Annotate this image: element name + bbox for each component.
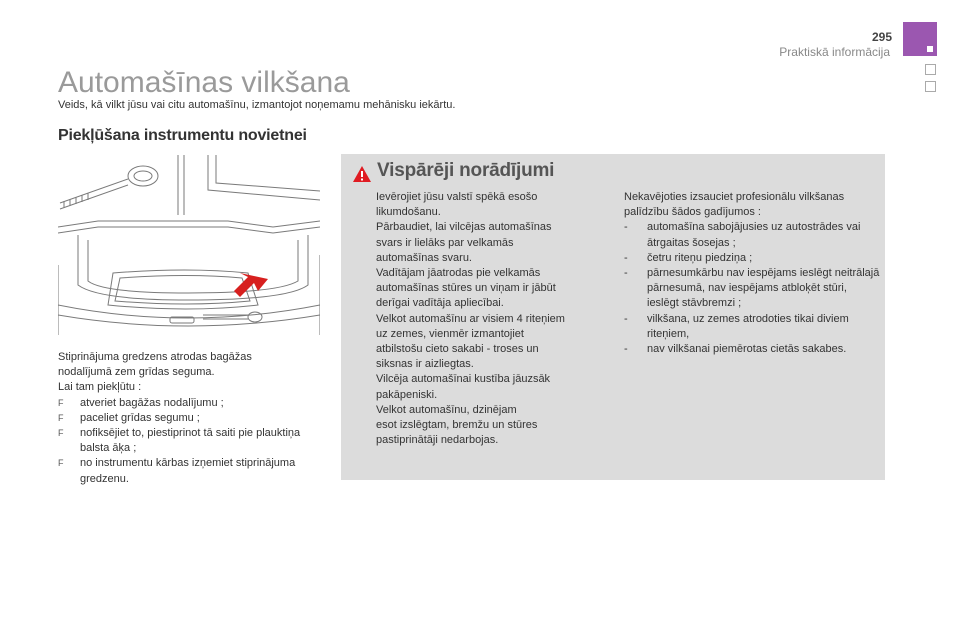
dash-bullet: -	[624, 267, 628, 280]
text-line: Velkot automašīnu ar visiem 4 riteņiem	[376, 312, 565, 325]
tow-cases-list	[624, 220, 880, 357]
intro-line-2: nodalījumā zem grīdas seguma.	[58, 366, 215, 379]
tab-square-icon	[927, 46, 933, 52]
dash-bullet: -	[624, 251, 628, 264]
text-line: uz zemes, vienmēr izmantojiet	[376, 327, 524, 340]
list-item: - vilkšana, uz zemes atrodoties tikai diviem riteņiem,	[624, 312, 849, 340]
panel-title: Vispārēji norādījumi	[377, 160, 555, 181]
bullet-icon: F	[58, 458, 64, 469]
text-line: esot izslēgtam, bremžu un stūres	[376, 419, 538, 432]
towing-eye-icon	[60, 166, 158, 209]
dash-bullet: -	[624, 312, 628, 325]
text-line: siksnas ir aizliegtas.	[376, 358, 474, 371]
dash-bullet: -	[624, 343, 628, 356]
text-line: atbilstošu cieto sakabi - troses un	[376, 343, 539, 356]
list-item: - četru riteņu piedziņa ;	[624, 251, 880, 266]
trunk-drawing	[58, 155, 320, 335]
trunk-illustration	[58, 155, 320, 335]
list-item: - pārnesumkārbu nav iespējams ieslēgt neitrālajā pārnesumā, nav iespējams atbloķēt stūri, ieslēgt stāvbremzi ;	[624, 267, 880, 310]
left-instructions	[58, 350, 328, 487]
text-line: Vilcēja automašīnai kustība jāuzsāk	[376, 373, 551, 386]
text-line: palīdzību šādos gadījumos :	[624, 206, 761, 219]
text-line: pastiprinātāji nedarbojas.	[376, 434, 499, 447]
list-item: F paceliet grīdas segumu ;	[58, 411, 328, 426]
list-item: F atveriet bagāžas nodalījumu ;	[58, 396, 328, 411]
text-line: svars ir lielāks par velkamās	[376, 236, 514, 249]
intro-line-1: Stiprinājuma gredzens atrodas bagāžas	[58, 351, 252, 363]
text-line: automašīnas stūres un viņam ir jābūt	[376, 282, 556, 295]
dash-bullet: -	[624, 221, 628, 234]
tab-box-empty-2	[925, 81, 936, 92]
text-line: Nekavējoties izsauciet profesionālu vilkšanas	[624, 191, 845, 203]
text-line: Pārbaudiet, lai vilcējas automašīnas	[376, 221, 552, 234]
list-item: - automašīna sabojājusies uz autostrādes vai ātrgaitas šosejas ;	[624, 221, 861, 249]
text-line: Ievērojiet jūsu valstī spēkā esošo	[376, 191, 538, 203]
section-heading: Piekļūšana instrumentu novietnei	[58, 127, 307, 144]
bullet-icon: F	[58, 412, 64, 423]
intro-line-3: Lai tam piekļūtu :	[58, 381, 142, 394]
warning-icon	[352, 165, 372, 183]
list-item: - nav vilkšanai piemērotas cietās sakabes.	[624, 342, 880, 357]
section-tab	[903, 22, 937, 56]
red-arrow-icon	[234, 273, 268, 297]
text-line: Vadītājam jāatrodas pie velkamās	[376, 267, 541, 280]
text-line: Velkot automašīnu, dzinējam	[376, 403, 517, 416]
page-number: 295	[871, 30, 892, 44]
page-subtitle: Veids, kā vilkt jūsu vai citu automašīnu, izmantojot noņemamu mehānisku iekārtu.	[58, 99, 456, 111]
text-line: pakāpeniski.	[376, 388, 438, 401]
text-line: likumdošanu.	[376, 206, 441, 219]
list-item: F no instrumentu kārbas izņemiet stiprinājuma gredzenu.	[58, 457, 296, 485]
page-title: Automašīnas vilkšana	[58, 66, 350, 99]
section-name: Praktiskā informācija	[779, 45, 890, 59]
list-item: F nofiksējiet to, piestiprinot tā saiti pie plauktiņa balsta āķa ;	[58, 427, 301, 455]
steps-list	[58, 396, 328, 487]
tab-box-empty-1	[925, 64, 936, 75]
text-line: automašīnas svaru.	[376, 251, 472, 264]
bullet-icon: F	[58, 428, 64, 439]
panel-column-2	[624, 190, 880, 357]
bullet-icon: F	[58, 397, 64, 408]
text-line: derīgai vadītāja apliecībai.	[376, 297, 504, 310]
panel-column-1	[376, 190, 594, 448]
